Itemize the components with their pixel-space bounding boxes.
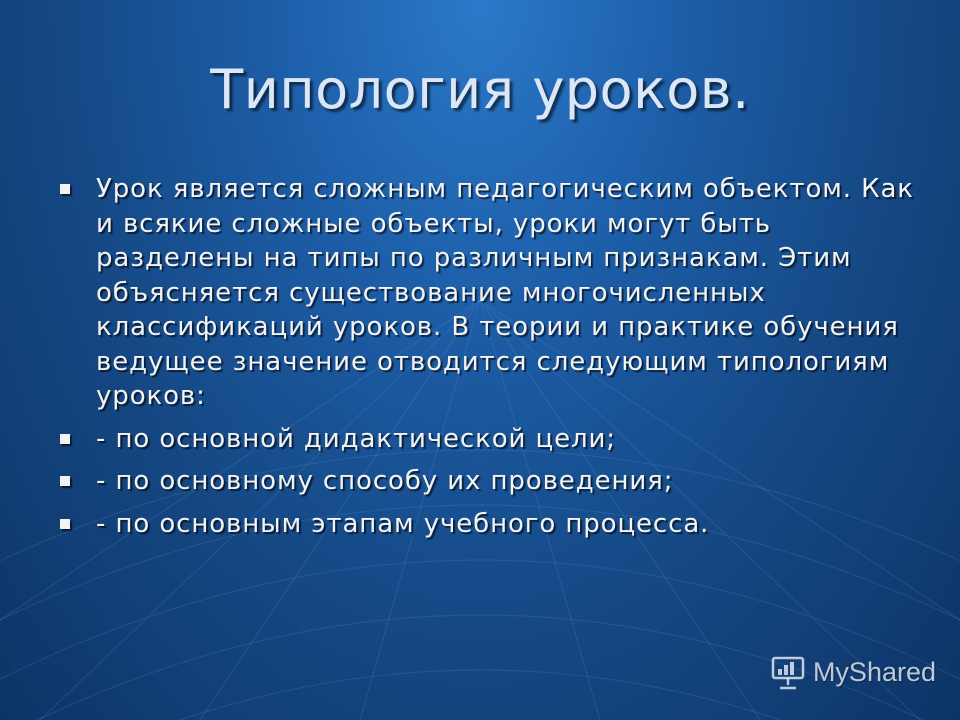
slide-title: Типология уроков. [210, 58, 750, 121]
bullet-list [56, 172, 916, 549]
bullet-item [56, 507, 916, 542]
square-bullet-icon [60, 476, 70, 486]
watermark-logo [769, 654, 936, 690]
watermark-text: MyShared [812, 656, 936, 687]
bullet-item [56, 422, 916, 457]
square-bullet-icon [60, 519, 70, 529]
square-bullet-icon [60, 434, 70, 444]
bullet-text: - по основным этапам учебного процесса. [96, 508, 710, 539]
square-bullet-icon [60, 184, 70, 194]
bullet-item [56, 464, 916, 499]
bullet-text: - по основному способу их проведения; [96, 466, 674, 496]
bullet-text: - по основной дидактической цели; [96, 423, 616, 454]
projector-screen-icon [769, 654, 807, 690]
bullet-item [56, 172, 916, 414]
bullet-text: Урок является сложным педагогическим объектом. Как и всякие сложные объекты, уроки могут быть разделены на типы по различным признакам. Этим объясняется существование многочисленных классификаций уроков. В теории и практике обучения ведущее значение отводится следующим типологиям уроков: [96, 174, 914, 411]
